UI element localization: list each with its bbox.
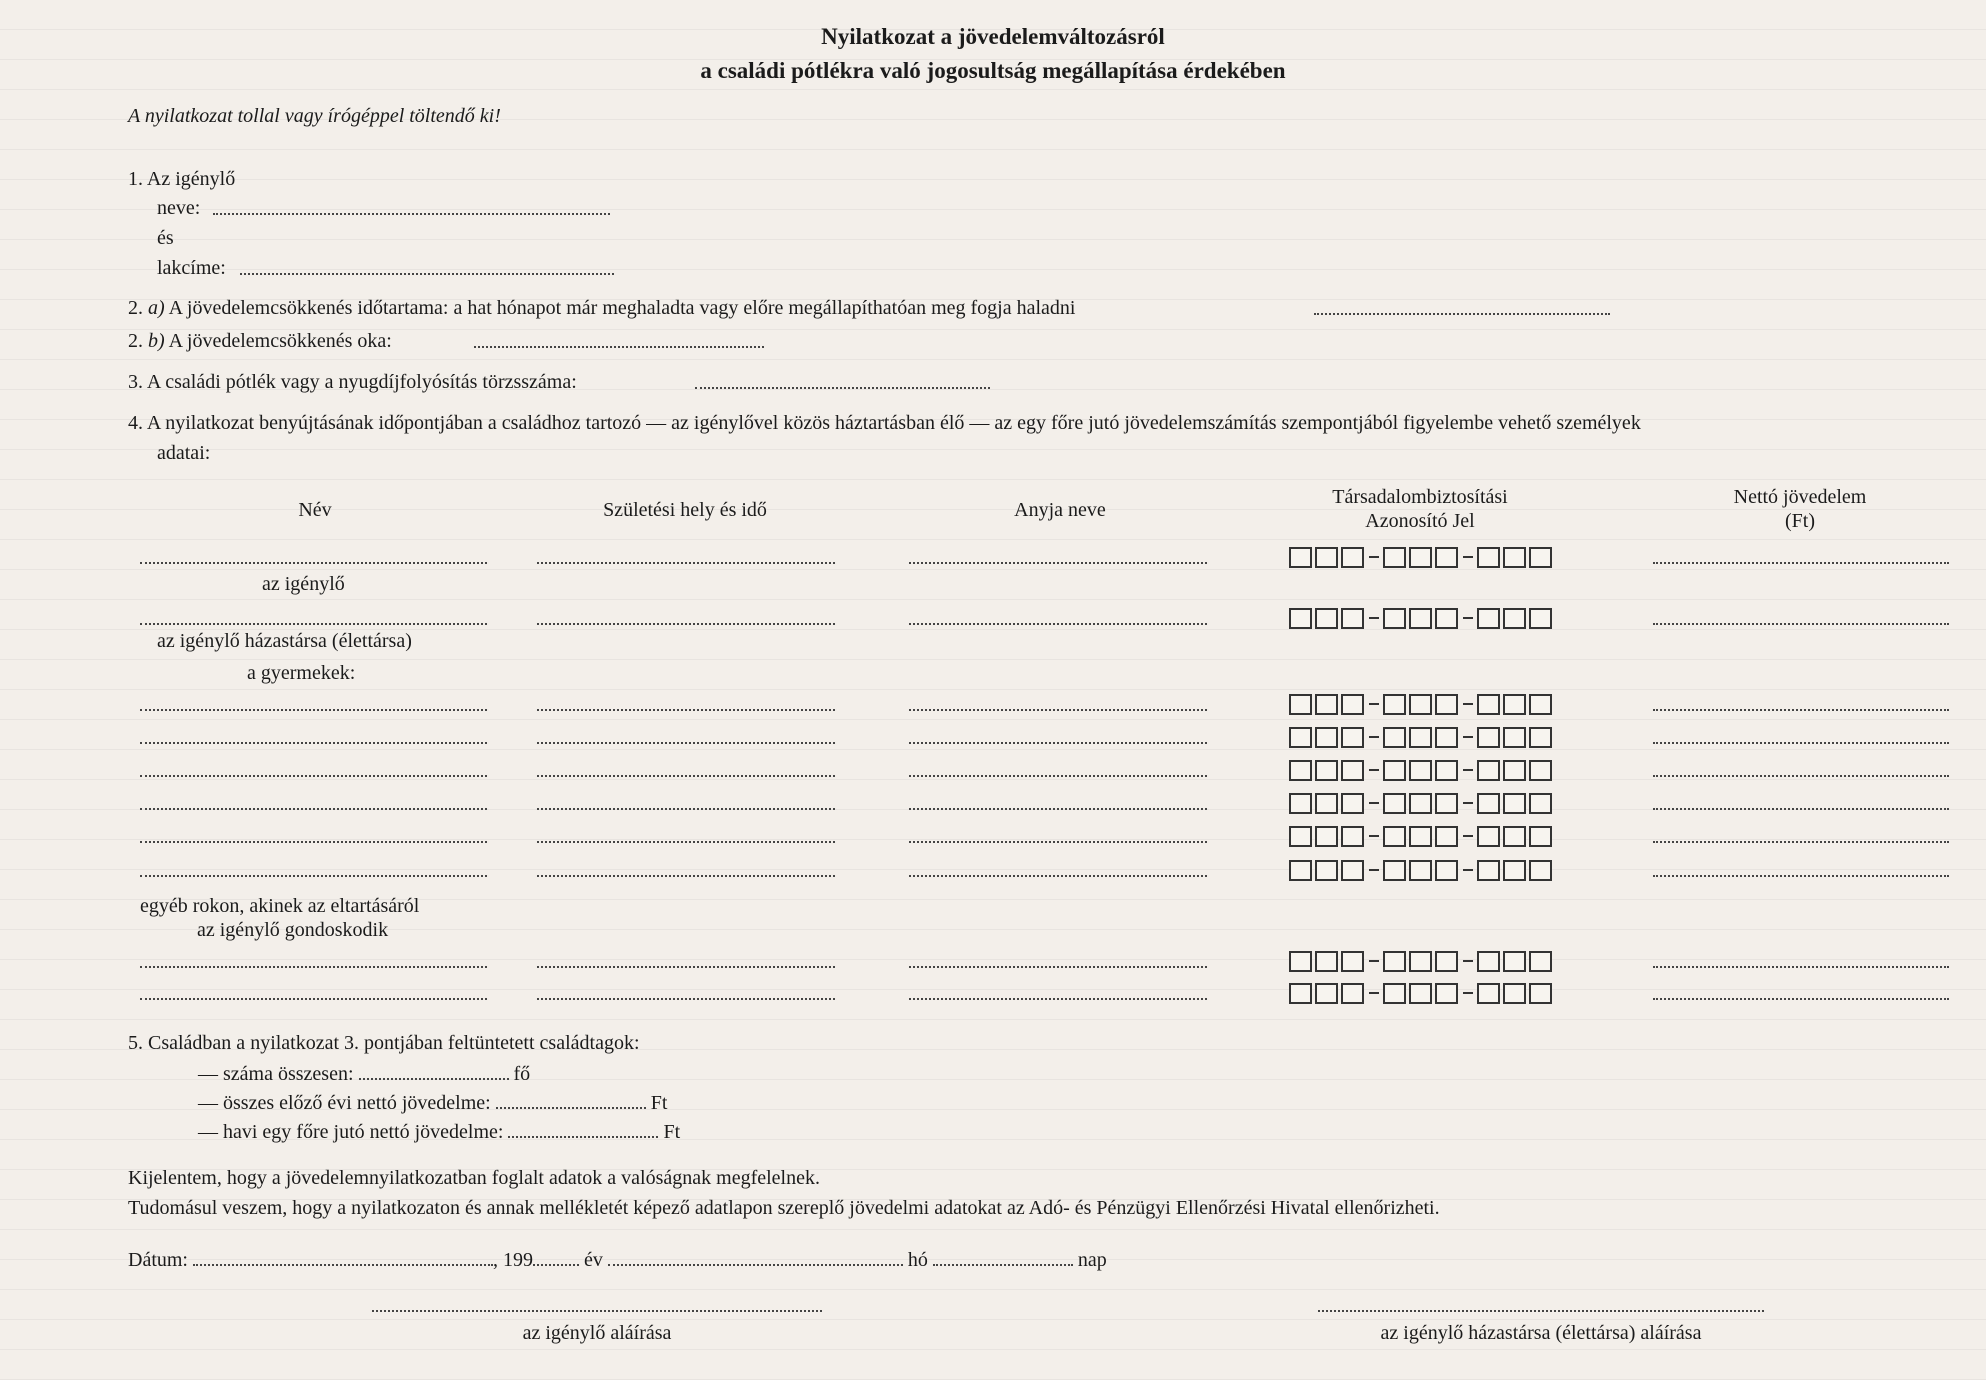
ssn-digit-box[interactable] [1409, 951, 1432, 972]
row-1-name-field[interactable] [140, 562, 487, 564]
row-9-name-field[interactable] [140, 966, 487, 968]
declaration-1: Kijelentem, hogy a jövedelemnyilatkozatban foglalt adatok a valóságnak megfelelnek. [128, 1167, 820, 1189]
ssn-digit-box[interactable] [1315, 983, 1338, 1004]
row-3-ssn-boxes[interactable] [1289, 692, 1555, 716]
col-header-income-2: (Ft) [1785, 510, 1815, 532]
sec5-percap-field[interactable] [508, 1118, 658, 1138]
row-6-ssn-boxes[interactable] [1289, 791, 1555, 815]
ssn-digit-box[interactable] [1341, 727, 1364, 748]
row-2-mother-field[interactable] [909, 623, 1207, 625]
row-6-birth-field[interactable] [537, 808, 835, 810]
ssn-digit-box[interactable] [1503, 983, 1526, 1004]
ssn-separator [1369, 960, 1379, 962]
row-10-birth-field[interactable] [537, 998, 835, 1000]
row-10-ssn-boxes[interactable] [1289, 981, 1555, 1005]
ssn-digit-box[interactable] [1289, 793, 1312, 814]
sec1-and: és [157, 227, 174, 249]
sec5-percap-label: — havi egy főre jutó nettó jövedelme: [198, 1121, 504, 1143]
ssn-digit-box[interactable] [1529, 951, 1552, 972]
date-row: Dátum: , 199 év hó nap [128, 1246, 1107, 1272]
ssn-digit-box[interactable] [1409, 983, 1432, 1004]
ssn-digit-box[interactable] [1341, 826, 1364, 847]
ssn-digit-box[interactable] [1289, 547, 1312, 568]
applicant-name-field[interactable] [213, 213, 610, 215]
row-7-mother-field[interactable] [909, 841, 1207, 843]
row-5-income-field[interactable] [1653, 775, 1949, 777]
sec2b-num: 2. [128, 330, 143, 352]
row-8-mother-field[interactable] [909, 875, 1207, 877]
sec5-count-field[interactable] [359, 1060, 509, 1080]
ssn-digit-box[interactable] [1289, 983, 1312, 1004]
row-7-birth-field[interactable] [537, 841, 835, 843]
row-7-income-field[interactable] [1653, 841, 1949, 843]
row-1-birth-field[interactable] [537, 562, 835, 564]
ssn-digit-box[interactable] [1315, 608, 1338, 629]
row-1-income-field[interactable] [1653, 562, 1949, 564]
form-title-line2: a családi pótlékra való jogosultság megállapítása érdekében [700, 58, 1286, 83]
row-4-name-field[interactable] [140, 742, 487, 744]
sec2b-text: A jövedelemcsökkenés oka: [168, 330, 392, 352]
ssn-separator [1463, 835, 1473, 837]
ssn-separator [1463, 617, 1473, 619]
ssn-digit-box[interactable] [1383, 608, 1406, 629]
row-9-income-field[interactable] [1653, 966, 1949, 968]
ssn-separator [1369, 736, 1379, 738]
row-6-name-field[interactable] [140, 808, 487, 810]
ssn-digit-box[interactable] [1529, 826, 1552, 847]
ssn-digit-box[interactable] [1383, 727, 1406, 748]
form-title-line1: Nyilatkozat a jövedelemváltozásról [821, 24, 1165, 49]
date-year-unit: év [584, 1249, 603, 1271]
ssn-digit-box[interactable] [1435, 793, 1458, 814]
ssn-separator [1369, 802, 1379, 804]
sec2a-num: 2. [128, 297, 143, 319]
ssn-digit-box[interactable] [1289, 826, 1312, 847]
row-8-name-field[interactable] [140, 875, 487, 877]
row-9-birth-field[interactable] [537, 966, 835, 968]
ssn-digit-box[interactable] [1315, 826, 1338, 847]
sec2a-field[interactable] [1314, 313, 1610, 315]
ssn-separator [1463, 802, 1473, 804]
row-2-birth-field[interactable] [537, 623, 835, 625]
row-1-mother-field[interactable] [909, 562, 1207, 564]
row-4-birth-field[interactable] [537, 742, 835, 744]
ssn-digit-box[interactable] [1341, 608, 1364, 629]
ssn-digit-box[interactable] [1409, 860, 1432, 881]
ssn-digit-box[interactable] [1341, 694, 1364, 715]
sec5-count-label: — száma összesen: [198, 1063, 354, 1085]
applicant-name-label: neve: [157, 197, 201, 219]
sec2a-text: A jövedelemcsökkenés időtartama: a hat hónapot már meghaladta vagy előre megállapíthatóan meg fogja haladni [168, 297, 1076, 319]
ssn-digit-box[interactable] [1503, 547, 1526, 568]
sec5-total-label: — összes előző évi nettó jövedelme: [198, 1092, 491, 1114]
col-header-ssn-2: Azonosító Jel [1365, 510, 1475, 532]
ssn-digit-box[interactable] [1477, 760, 1500, 781]
label-children: a gyermekek: [247, 662, 356, 684]
ssn-digit-box[interactable] [1409, 694, 1432, 715]
ssn-digit-box[interactable] [1435, 694, 1458, 715]
ssn-digit-box[interactable] [1383, 983, 1406, 1004]
ssn-digit-box[interactable] [1409, 826, 1432, 847]
sec2a-letter: a) [148, 297, 165, 319]
sec2a-row [128, 296, 1075, 320]
sec4-line2: adatai: [157, 442, 211, 464]
ssn-digit-box[interactable] [1435, 727, 1458, 748]
ssn-digit-box[interactable] [1503, 793, 1526, 814]
ssn-digit-box[interactable] [1503, 951, 1526, 972]
ssn-digit-box[interactable] [1289, 608, 1312, 629]
ssn-separator [1463, 992, 1473, 994]
sec5-total-row [198, 1089, 667, 1115]
date-month-field[interactable] [608, 1246, 903, 1266]
ssn-digit-box[interactable] [1477, 793, 1500, 814]
sec2b-row [128, 329, 392, 353]
row-5-ssn-boxes[interactable] [1289, 758, 1555, 782]
ssn-digit-box[interactable] [1341, 547, 1364, 568]
row-5-birth-field[interactable] [537, 775, 835, 777]
ssn-digit-box[interactable] [1435, 760, 1458, 781]
col-header-name: Név [298, 499, 332, 521]
ssn-digit-box[interactable] [1477, 547, 1500, 568]
ssn-digit-box[interactable] [1503, 727, 1526, 748]
applicant-address-label: lakcíme: [157, 257, 226, 279]
ssn-digit-box[interactable] [1289, 727, 1312, 748]
ssn-digit-box[interactable] [1289, 860, 1312, 881]
ssn-digit-box[interactable] [1315, 951, 1338, 972]
row-7-name-field[interactable] [140, 841, 487, 843]
declaration-2: Tudomásul veszem, hogy a nyilatkozaton és annak mellékletét képező adatlapon szereplő jövedelmi adatokat az Adó- és Pénzügyi Ellenőrzési Hivatal ellenőrizheti. [128, 1197, 1440, 1219]
ssn-digit-box[interactable] [1529, 547, 1552, 568]
ssn-digit-box[interactable] [1435, 608, 1458, 629]
ssn-digit-box[interactable] [1529, 793, 1552, 814]
ssn-digit-box[interactable] [1477, 608, 1500, 629]
ssn-digit-box[interactable] [1409, 793, 1432, 814]
sec2b-field[interactable] [474, 346, 764, 348]
ssn-separator [1463, 556, 1473, 558]
ssn-digit-box[interactable] [1477, 694, 1500, 715]
row-10-mother-field[interactable] [909, 998, 1207, 1000]
sec3-text: 3. A családi pótlék vagy a nyugdíjfolyósítás törzsszáma: [128, 371, 577, 393]
col-header-birth: Születési hely és idő [603, 499, 767, 521]
sec5-percap-row [198, 1118, 680, 1144]
ssn-separator [1369, 769, 1379, 771]
row-8-birth-field[interactable] [537, 875, 835, 877]
ssn-digit-box[interactable] [1503, 860, 1526, 881]
ssn-digit-box[interactable] [1341, 860, 1364, 881]
ssn-separator [1463, 960, 1473, 962]
ssn-digit-box[interactable] [1409, 547, 1432, 568]
row-2-name-field[interactable] [140, 623, 487, 625]
label-other-1: egyéb rokon, akinek az eltartásáról [140, 895, 420, 917]
ssn-digit-box[interactable] [1435, 983, 1458, 1004]
ssn-digit-box[interactable] [1383, 760, 1406, 781]
ssn-digit-box[interactable] [1409, 608, 1432, 629]
ssn-separator [1463, 869, 1473, 871]
ssn-digit-box[interactable] [1341, 760, 1364, 781]
ssn-digit-box[interactable] [1383, 547, 1406, 568]
ssn-digit-box[interactable] [1477, 983, 1500, 1004]
ssn-digit-box[interactable] [1341, 793, 1364, 814]
ssn-digit-box[interactable] [1477, 826, 1500, 847]
ssn-digit-box[interactable] [1383, 826, 1406, 847]
row-1-ssn-boxes[interactable] [1289, 545, 1555, 569]
date-year: 199 [503, 1249, 533, 1271]
row-4-income-field[interactable] [1653, 742, 1949, 744]
ssn-digit-box[interactable] [1383, 951, 1406, 972]
ssn-digit-box[interactable] [1529, 727, 1552, 748]
ssn-digit-box[interactable] [1315, 547, 1338, 568]
ssn-digit-box[interactable] [1529, 608, 1552, 629]
ssn-digit-box[interactable] [1477, 860, 1500, 881]
row-7-ssn-boxes[interactable] [1289, 824, 1555, 848]
row-3-mother-field[interactable] [909, 709, 1207, 711]
ssn-digit-box[interactable] [1435, 951, 1458, 972]
ssn-digit-box[interactable] [1315, 727, 1338, 748]
row-10-income-field[interactable] [1653, 998, 1949, 1000]
ssn-digit-box[interactable] [1315, 694, 1338, 715]
ssn-digit-box[interactable] [1529, 760, 1552, 781]
ssn-digit-box[interactable] [1435, 547, 1458, 568]
ssn-separator [1463, 703, 1473, 705]
row-3-income-field[interactable] [1653, 709, 1949, 711]
ssn-digit-box[interactable] [1341, 983, 1364, 1004]
ssn-digit-box[interactable] [1435, 860, 1458, 881]
sec5-percap-unit: Ft [663, 1121, 681, 1143]
row-2-ssn-boxes[interactable] [1289, 606, 1555, 630]
row-8-ssn-boxes[interactable] [1289, 858, 1555, 882]
ssn-digit-box[interactable] [1341, 951, 1364, 972]
sec2b-letter: b) [148, 330, 165, 352]
row-10-name-field[interactable] [140, 998, 487, 1000]
col-header-ssn-1: Társadalombiztosítási [1332, 486, 1508, 508]
ssn-digit-box[interactable] [1315, 760, 1338, 781]
ssn-digit-box[interactable] [1503, 608, 1526, 629]
row-4-mother-field[interactable] [909, 742, 1207, 744]
row-9-mother-field[interactable] [909, 966, 1207, 968]
date-day-field[interactable] [933, 1246, 1073, 1266]
ssn-digit-box[interactable] [1289, 951, 1312, 972]
applicant-signature-label: az igénylő aláírása [522, 1322, 672, 1344]
ssn-digit-box[interactable] [1383, 793, 1406, 814]
sec3-field[interactable] [695, 387, 990, 389]
sec5-count-row [198, 1060, 530, 1086]
row-2-income-field[interactable] [1653, 623, 1949, 625]
row-3-birth-field[interactable] [537, 709, 835, 711]
row-6-mother-field[interactable] [909, 808, 1207, 810]
ssn-separator [1369, 703, 1379, 705]
sec5-total-unit: Ft [650, 1092, 668, 1114]
date-field[interactable] [193, 1246, 493, 1266]
row-9-ssn-boxes[interactable] [1289, 949, 1555, 973]
label-applicant: az igénylő [262, 573, 345, 595]
spouse-signature-line[interactable] [1318, 1310, 1764, 1312]
ssn-separator [1369, 835, 1379, 837]
sec5-heading: 5. Családban a nyilatkozat 3. pontjában feltüntetett családtagok: [128, 1032, 640, 1054]
date-label: Dátum: [128, 1249, 188, 1271]
ssn-digit-box[interactable] [1529, 694, 1552, 715]
row-4-ssn-boxes[interactable] [1289, 725, 1555, 749]
ssn-separator [1369, 617, 1379, 619]
ssn-separator [1369, 869, 1379, 871]
spouse-signature-label: az igénylő házastársa (élettársa) aláírása [1380, 1322, 1702, 1344]
ssn-digit-box[interactable] [1529, 983, 1552, 1004]
row-6-income-field[interactable] [1653, 808, 1949, 810]
label-other-2: az igénylő gondoskodik [197, 919, 389, 941]
ssn-digit-box[interactable] [1503, 760, 1526, 781]
ssn-digit-box[interactable] [1503, 694, 1526, 715]
ssn-digit-box[interactable] [1289, 760, 1312, 781]
applicant-address-field[interactable] [240, 273, 614, 275]
row-3-name-field[interactable] [140, 709, 487, 711]
col-header-income-1: Nettó jövedelem [1733, 486, 1867, 508]
ssn-separator [1369, 556, 1379, 558]
applicant-signature-line[interactable] [372, 1310, 822, 1312]
ssn-separator [1463, 769, 1473, 771]
ssn-digit-box[interactable] [1477, 951, 1500, 972]
sec5-count-unit: fő [513, 1063, 531, 1085]
ssn-digit-box[interactable] [1289, 694, 1312, 715]
row-8-income-field[interactable] [1653, 875, 1949, 877]
ssn-digit-box[interactable] [1529, 860, 1552, 881]
ssn-digit-box[interactable] [1383, 860, 1406, 881]
ssn-digit-box[interactable] [1383, 694, 1406, 715]
ssn-digit-box[interactable] [1315, 793, 1338, 814]
col-header-mother: Anyja neve [1014, 499, 1106, 521]
sec5-total-field[interactable] [496, 1089, 646, 1109]
date-day-unit: nap [1077, 1249, 1107, 1271]
ssn-digit-box[interactable] [1409, 727, 1432, 748]
ssn-digit-box[interactable] [1315, 860, 1338, 881]
ssn-digit-box[interactable] [1409, 760, 1432, 781]
label-spouse: az igénylő házastársa (élettársa) [157, 630, 412, 652]
ssn-digit-box[interactable] [1477, 727, 1500, 748]
row-5-name-field[interactable] [140, 775, 487, 777]
ssn-digit-box[interactable] [1435, 826, 1458, 847]
form-instruction: A nyilatkozat tollal vagy írógéppel töltendő ki! [128, 105, 501, 127]
ssn-separator [1463, 736, 1473, 738]
ssn-separator [1369, 992, 1379, 994]
date-month-unit: hó [907, 1249, 928, 1271]
row-5-mother-field[interactable] [909, 775, 1207, 777]
date-year-field[interactable] [533, 1246, 579, 1266]
sec4-line1: 4. A nyilatkozat benyújtásának időpontjában a családhoz tartozó — az igénylővel közös háztartásban élő — az egy főre jutó jövedelemszámítás szempontjából figyelembe vehető személyek [128, 412, 1641, 434]
sec1-heading: 1. Az igénylő [128, 168, 236, 190]
ssn-digit-box[interactable] [1503, 826, 1526, 847]
